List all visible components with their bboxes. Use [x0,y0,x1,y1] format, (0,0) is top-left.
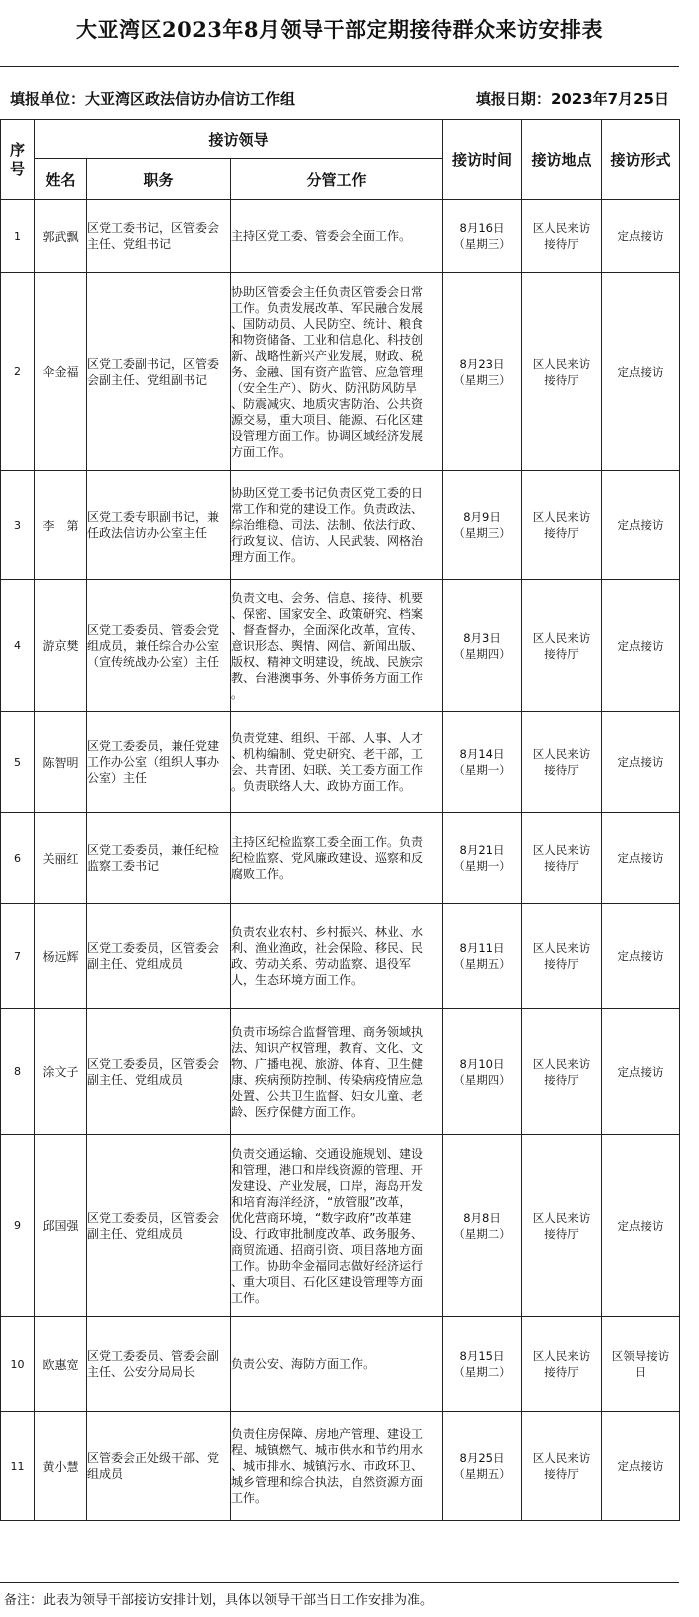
row-form [602,1317,680,1412]
row-time-date: 8月8日 [463,1210,501,1225]
row-duty-line: 综治维稳、司法、法制、依法行政、 [231,518,424,532]
row-seq: 2 [1,273,35,471]
row-duty-line: 负责农业农村、乡村振兴、林业、水 [231,925,424,939]
row-duty-line: 理方面工作。 [231,550,304,564]
row-place-line: 区人民来访 [532,941,591,955]
row-place [522,813,602,904]
row-time [443,904,522,1009]
row-time-weekday: （星期五） [453,957,511,971]
row-position-line: 监察工委书记 [87,859,160,873]
row-time-date: 8月15日 [459,1349,505,1363]
row-duty-line: 工作。协助伞金福同志做好经济运行 [231,1258,424,1273]
note-divider [0,1582,679,1583]
row-position-line: 区党工委委员，区管委会 [87,1210,220,1225]
row-form [602,712,680,813]
row-duty-line: 负责交通运输、交通设施规划、建设 [231,1146,424,1161]
table-row [1,904,680,1009]
row-place-line: 接待厅 [544,237,579,251]
header-seq: 序号 [1,120,35,200]
row-form [602,1135,680,1317]
schedule-table [0,119,680,1521]
row-place-line: 区人民来访 [532,510,591,524]
row-place-line: 接待厅 [544,1467,579,1481]
row-duty-line: 负责公安、海防方面工作。 [231,1357,376,1371]
row-place-line: 接待厅 [544,763,579,777]
table-row [1,813,680,904]
row-duty [231,200,443,273]
row-duty [231,1317,443,1412]
row-duty-line: 负责党建、组织、干部、人事、人才 [231,731,424,745]
header-leader-group: 接访领导 [35,120,443,159]
row-duty-line: 、国防动员、人民防空、统计、粮食 [231,316,424,331]
row-position [87,1412,231,1521]
row-form [602,471,680,580]
row-seq: 8 [1,1009,35,1135]
row-position-line: 区党工委委员、管委会党 [87,622,220,637]
row-duty-line: 纪检监察、党风廉政建设、巡察和反 [231,851,424,865]
row-place-line: 区人民来访 [532,1056,591,1071]
row-time-date: 8月3日 [463,630,501,645]
row-duty-line: 。负责联络人大、政协方面工作。 [231,779,412,793]
row-place-line: 区人民来访 [532,1451,591,1465]
row-form [602,1009,680,1135]
unit-value: 大亚湾区政法信访办信访工作组 [85,90,296,108]
row-position-line: 区党工委书记，区管委会 [87,221,220,235]
row-duty [231,471,443,580]
row-position-line: 区党工委专职副书记，兼 [87,510,220,524]
row-duty-line: 新、战略性新兴产业发展，财政、税 [231,348,424,363]
row-seq: 4 [1,580,35,712]
reporting-unit [10,88,295,109]
row-time [443,471,522,580]
row-duty-line: 负责市场综合监督管理、商务领域执 [231,1024,424,1039]
row-form-line: 定点接访 [617,1459,664,1473]
row-duty-line: 工作。 [231,1290,268,1305]
row-time [443,813,522,904]
row-place-line: 区人民来访 [532,843,591,857]
row-duty-line: 会、共青团、妇联、关工委方面工作 [231,763,424,777]
row-duty-line: 、保密、国家安全、政策研究、档案 [231,606,424,621]
row-duty-line: 常工作和党的建设工作。负责政法、 [231,502,424,516]
row-name: 游京樊 [35,580,87,712]
row-time [443,1135,522,1317]
row-time [443,273,522,471]
row-duty-line: 法、知识产权管理，教育、文化、文 [231,1040,424,1055]
row-place [522,1135,602,1317]
row-time [443,580,522,712]
row-place-line: 区人民来访 [532,356,591,371]
row-duty-line: 物、广播电视、旅游、体育、卫生健 [231,1056,424,1071]
row-duty-line: 利、渔业渔政，社会保险、移民、民 [231,941,424,955]
table-row [1,1317,680,1412]
row-time-weekday: （星期四） [453,646,511,661]
row-duty-line: 、防震减灾、地质灾害防治、公共资 [231,396,424,411]
table-row [1,712,680,813]
row-duty-line: 和培育海洋经济，“放管服”改革， [231,1194,412,1209]
row-duty-line: 处置、公共卫生监督、妇女儿童、老 [231,1088,424,1103]
row-form-line: 定点接访 [617,518,664,532]
row-place-line: 接待厅 [544,1072,579,1087]
row-place-line: 接待厅 [544,372,579,387]
row-place-line: 接待厅 [544,646,579,661]
row-time-date: 8月10日 [459,1056,505,1071]
header-time: 接访时间 [443,120,522,200]
row-time-weekday: （星期四） [453,1072,511,1087]
row-place [522,273,602,471]
row-form-line: 定点接访 [617,229,664,243]
row-position-line: 公室）主任 [87,771,148,785]
row-position-line: 区党工委委员、管委会副 [87,1349,220,1363]
row-time [443,200,522,273]
row-name: 李 第 [35,471,87,580]
row-duty-line: 设、行政审批制度改革、政务服务、 [231,1226,424,1241]
row-duty-line: 工作。 [231,1491,268,1505]
row-time [443,1317,522,1412]
row-name: 伞金福 [35,273,87,471]
row-place [522,1009,602,1135]
row-name: 杨远辉 [35,904,87,1009]
row-place-line: 接待厅 [544,1226,579,1241]
row-time-weekday: （星期三） [453,237,511,251]
row-time-date: 8月23日 [459,356,505,371]
row-position-line: 任政法信访办公室主任 [87,526,208,540]
unit-label: 填报单位： [10,90,86,108]
row-position-line: 区党工委副书记，区管委 [87,356,220,371]
row-duty-line: 、督查督办，全面深化改革，宣传、 [231,622,424,637]
row-place [522,712,602,813]
row-time-weekday: （星期三） [453,526,511,540]
row-duty-line: 主持区党工委、管委会全面工作。 [231,229,412,243]
row-duty-line: 协助区管委会主任负责区管委会日常 [231,284,424,299]
row-name: 郭武飘 [35,200,87,273]
table-row [1,1009,680,1135]
page-title: 大亚湾区2023年8月领导干部定期接待群众来访安排表 [75,17,604,42]
row-duty-line: 发建设、产业发展，口岸，海岛开发 [231,1178,424,1193]
row-position-line: 组成员 [87,1467,124,1481]
table-row [1,471,680,580]
row-position [87,813,231,904]
row-duty [231,1412,443,1521]
row-duty-line: 版权、精神文明建设，统战、民族宗 [231,654,424,669]
row-position [87,273,231,471]
row-position [87,904,231,1009]
row-form-line: 定点接访 [617,1064,664,1079]
row-duty-line: 康、疾病预防控制、传染病疫情应急 [231,1072,424,1087]
row-time [443,1412,522,1521]
row-place [522,904,602,1009]
row-form [602,200,680,273]
schedule-rows [1,200,680,1521]
row-duty-line: （安全生产）、防火、防汛防风防旱 [231,380,418,395]
row-form-line: 定点接访 [617,364,664,379]
row-name: 涂文子 [35,1009,87,1135]
row-seq: 5 [1,712,35,813]
row-place [522,200,602,273]
row-duty-line: 源交易，重大项目、能源、石化区建 [231,412,424,427]
row-duty-line: 意识形态、舆情、网信、新闻出版、 [231,638,424,653]
row-form [602,273,680,471]
row-time-date: 8月21日 [459,843,505,857]
row-form-line: 日 [634,1365,647,1379]
row-duty-line: 主持区纪检监察工委全面工作。负责 [231,835,424,849]
header-form: 接访形式 [602,120,680,200]
footnote: 备注：此表为领导干部接访安排计划，具体以领导干部当日工作安排为准。 [4,1593,434,1608]
row-time-date: 8月11日 [459,941,505,955]
row-form [602,1412,680,1521]
row-duty-line: 人，生态环境方面工作。 [231,973,364,987]
row-position [87,1009,231,1135]
header-name: 姓名 [35,159,87,200]
row-duty [231,813,443,904]
row-duty-line: 政、劳动关系、劳动监察、退役军 [231,957,412,971]
row-duty-line: 龄、医疗保健方面工作。 [231,1104,364,1119]
row-duty-line: 务、金融、国有资产监管、应急管理 [231,364,424,379]
row-duty-line: 优化营商环境，“数字政府”改革建 [231,1210,412,1225]
row-seq: 11 [1,1412,35,1521]
row-position [87,712,231,813]
table-row [1,580,680,712]
row-duty-line: 程、城镇燃气、城市供水和节约用水 [231,1443,424,1457]
row-duty-line: 教、台港澳事务、外事侨务方面工作 [231,670,424,685]
row-place-line: 接待厅 [544,526,579,540]
row-place-line: 接待厅 [544,1365,579,1379]
row-duty [231,1135,443,1317]
row-duty-line: 、城市排水、城镇污水、市政环卫、 [231,1459,424,1473]
row-form-line: 区领导接访 [611,1349,670,1363]
row-place-line: 接待厅 [544,859,579,873]
reporting-date [476,88,669,109]
row-duty-line: 工作。负责发展改革、军民融合发展 [231,300,424,315]
row-duty [231,273,443,471]
row-time [443,1009,522,1135]
row-position-line: 副主任、党组成员 [87,1072,184,1087]
row-form-line: 定点接访 [617,1218,664,1233]
row-seq: 1 [1,200,35,273]
row-time-date: 8月9日 [463,510,501,524]
row-time-weekday: （星期一） [453,859,511,873]
row-seq: 9 [1,1135,35,1317]
row-position-line: 副主任、党组成员 [87,957,184,971]
row-name: 关丽红 [35,813,87,904]
row-position [87,1317,231,1412]
row-duty-line: 方面工作。 [231,444,292,459]
header-position: 职务 [87,159,231,200]
row-position-line: 组成员，兼任综合办公室 [87,638,220,653]
row-seq: 10 [1,1317,35,1412]
row-position-line: 区管委会正处级干部、党 [87,1451,220,1465]
row-time-date: 8月14日 [459,747,505,761]
row-time-weekday: （星期三） [453,372,511,387]
row-time [443,712,522,813]
row-name: 黄小慧 [35,1412,87,1521]
row-duty-line: 负责文电、会务、信息、接待、机要 [231,590,424,605]
row-time-date: 8月16日 [459,221,505,235]
row-place [522,471,602,580]
row-duty-line: 。 [231,686,244,701]
row-duty [231,904,443,1009]
row-place [522,580,602,712]
row-position-line: 区党工委委员，区管委会 [87,941,220,955]
row-place-line: 区人民来访 [532,747,591,761]
row-duty-line: 设管理方面工作。协调区域经济发展 [231,428,424,443]
date-value: 2023年7月25日 [550,90,669,108]
row-position [87,1135,231,1317]
row-duty-line: 腐败工作。 [231,867,292,881]
row-place-line: 区人民来访 [532,630,591,645]
row-form [602,813,680,904]
row-form-line: 定点接访 [617,949,664,963]
row-position-line: 会副主任、党组副书记 [87,372,208,387]
date-label: 填报日期： [475,90,551,108]
row-position-line: （宣传统战办公室）主任 [87,654,220,669]
row-form-line: 定点接访 [617,851,664,865]
row-form [602,580,680,712]
row-position-line: 副主任、党组成员 [87,1226,184,1241]
table-row [1,200,680,273]
row-name: 陈智明 [35,712,87,813]
row-duty-line: 行政复议、信访、人民武装、网格治 [231,534,424,548]
row-time-date: 8月25日 [459,1451,505,1465]
row-position-line: 主任、党组书记 [87,237,172,251]
table-row [1,1412,680,1521]
row-position [87,471,231,580]
row-time-weekday: （星期五） [453,1467,511,1481]
row-duty-line: 、机构编制、党史研究、老干部，工 [231,747,424,761]
table-row [1,1135,680,1317]
row-place [522,1317,602,1412]
row-position [87,200,231,273]
header-place: 接访地点 [522,120,602,200]
row-seq: 7 [1,904,35,1009]
row-place-line: 接待厅 [544,957,579,971]
row-place [522,1412,602,1521]
row-form-line: 定点接访 [617,755,664,769]
row-duty [231,1009,443,1135]
row-time-weekday: （星期一） [453,763,511,777]
row-form-line: 定点接访 [617,638,664,653]
row-position-line: 区党工委委员，兼任党建 [87,739,220,753]
row-seq: 6 [1,813,35,904]
row-duty-line: 商贸流通、招商引资、项目落地方面 [231,1242,424,1257]
row-duty-line: 负责住房保障、房地产管理、建设工 [231,1427,424,1441]
row-form [602,904,680,1009]
row-duty-line: 城乡管理和综合执法，自然资源方面 [231,1475,424,1489]
row-position-line: 主任、公安分局局长 [87,1365,196,1379]
title-divider [0,66,679,67]
row-time-weekday: （星期二） [453,1365,511,1379]
row-place-line: 区人民来访 [532,1349,591,1363]
row-time-weekday: （星期二） [453,1226,511,1241]
row-place-line: 区人民来访 [532,1210,591,1225]
table-row [1,273,680,471]
row-position [87,580,231,712]
row-duty-line: 和管理，港口和岸线资源的管理、开 [231,1162,424,1177]
row-duty-line: 、重大项目、石化区建设管理等方面 [231,1274,424,1289]
row-position-line: 工作办公室（组织人事办 [87,755,220,769]
row-duty [231,712,443,813]
header-duty: 分管工作 [231,159,443,200]
row-name: 欧惠宽 [35,1317,87,1412]
row-position-line: 区党工委委员，区管委会 [87,1056,220,1071]
row-name: 邱国强 [35,1135,87,1317]
row-seq: 3 [1,471,35,580]
row-position-line: 区党工委委员，兼任纪检 [87,843,220,857]
row-place-line: 区人民来访 [532,221,591,235]
row-duty [231,580,443,712]
row-duty-line: 和物资储备、工业和信息化、科技创 [231,332,424,347]
row-duty-line: 协助区党工委书记负责区党工委的日 [231,486,424,500]
